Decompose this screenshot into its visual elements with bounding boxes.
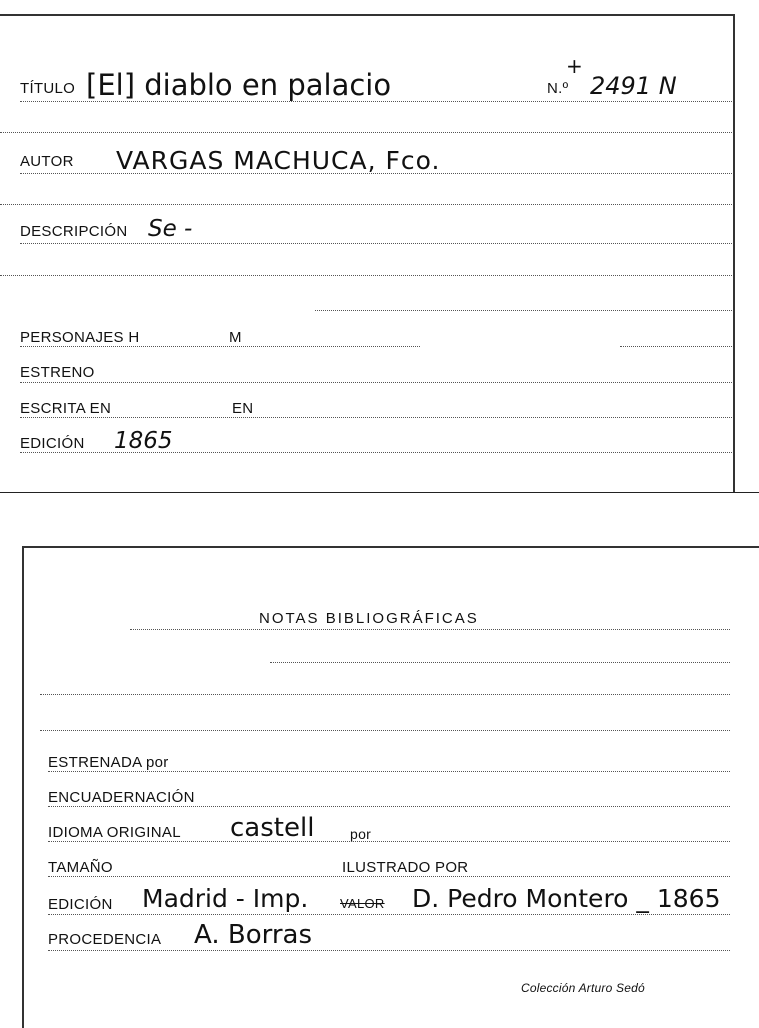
card-left-edge: [22, 546, 24, 1028]
idioma-value: castell: [230, 813, 315, 843]
estreno-line: [20, 382, 732, 383]
procedencia-label: PROCEDENCIA: [48, 931, 162, 948]
card-right-edge: [733, 14, 735, 492]
ilustrado-label: ILUSTRADO POR: [342, 859, 469, 876]
ruled-line: [0, 132, 732, 133]
encuadernacion-line: [48, 806, 730, 807]
edicion-label: EDICIÓN: [20, 435, 85, 452]
ruled-line: [40, 694, 730, 695]
titulo-value: [El] diablo en palacio: [86, 68, 392, 102]
edicion-struck-text: VALOR: [340, 896, 385, 911]
titulo-line: [20, 101, 732, 102]
encuadernacion-label: ENCUADERNACIÓN: [48, 789, 195, 806]
ruled-line: [0, 275, 732, 276]
tamano-label: TAMAÑO: [48, 859, 113, 876]
descripcion-line: [20, 243, 732, 244]
edicion-value-b: D. Pedro Montero _ 1865: [412, 884, 721, 913]
ruled-line: [40, 730, 730, 731]
escrita-en-label: EN: [232, 400, 254, 417]
catalog-card-front: [0, 0, 759, 493]
procedencia-value: A. Borras: [194, 920, 313, 950]
heading-line: [130, 629, 730, 630]
numero-label: N.º: [547, 80, 569, 97]
personajes-line: [20, 346, 420, 347]
collection-footer: Colección Arturo Sedó: [521, 981, 645, 995]
autor-value: VARGAS MACHUCA, Fco.: [116, 146, 441, 175]
titulo-label: TÍTULO: [20, 80, 76, 97]
tamano-line: [48, 876, 730, 877]
edicion-line: [48, 914, 730, 915]
estreno-label: ESTRENO: [20, 364, 95, 381]
edicion-label: EDICIÓN: [48, 896, 113, 913]
procedencia-line: [48, 950, 730, 951]
personajes-label: PERSONAJES H: [20, 329, 140, 346]
escrita-line: [20, 417, 732, 418]
descripcion-value: Se -: [148, 216, 193, 242]
escrita-label: ESCRITA EN: [20, 400, 112, 417]
estrenada-line: [48, 771, 730, 772]
numero-value: 2491 N: [590, 72, 677, 100]
descripcion-label: DESCRIPCIÓN: [20, 223, 128, 240]
ruled-line: [315, 310, 732, 311]
ruled-line: [0, 204, 732, 205]
ruled-line: [270, 662, 730, 663]
edicion-line: [20, 452, 732, 453]
idioma-label: IDIOMA ORIGINAL: [48, 824, 181, 841]
notas-heading: NOTAS BIBLIOGRÁFICAS: [259, 610, 479, 627]
personajes-line-right: [620, 346, 732, 347]
numero-mark: +: [566, 54, 583, 78]
catalog-card-back: [0, 492, 759, 1028]
idioma-por-label: por: [350, 826, 372, 842]
autor-label: AUTOR: [20, 153, 74, 170]
edicion-value: 1865: [114, 428, 173, 454]
estrenada-label: ESTRENADA por: [48, 754, 169, 771]
card-top-edge: [0, 14, 735, 16]
card-top-edge: [22, 546, 759, 548]
idioma-line: [48, 841, 730, 842]
personajes-m-label: M: [229, 329, 242, 346]
edicion-value-a: Madrid - Imp.: [142, 884, 309, 913]
autor-line: [20, 173, 732, 174]
